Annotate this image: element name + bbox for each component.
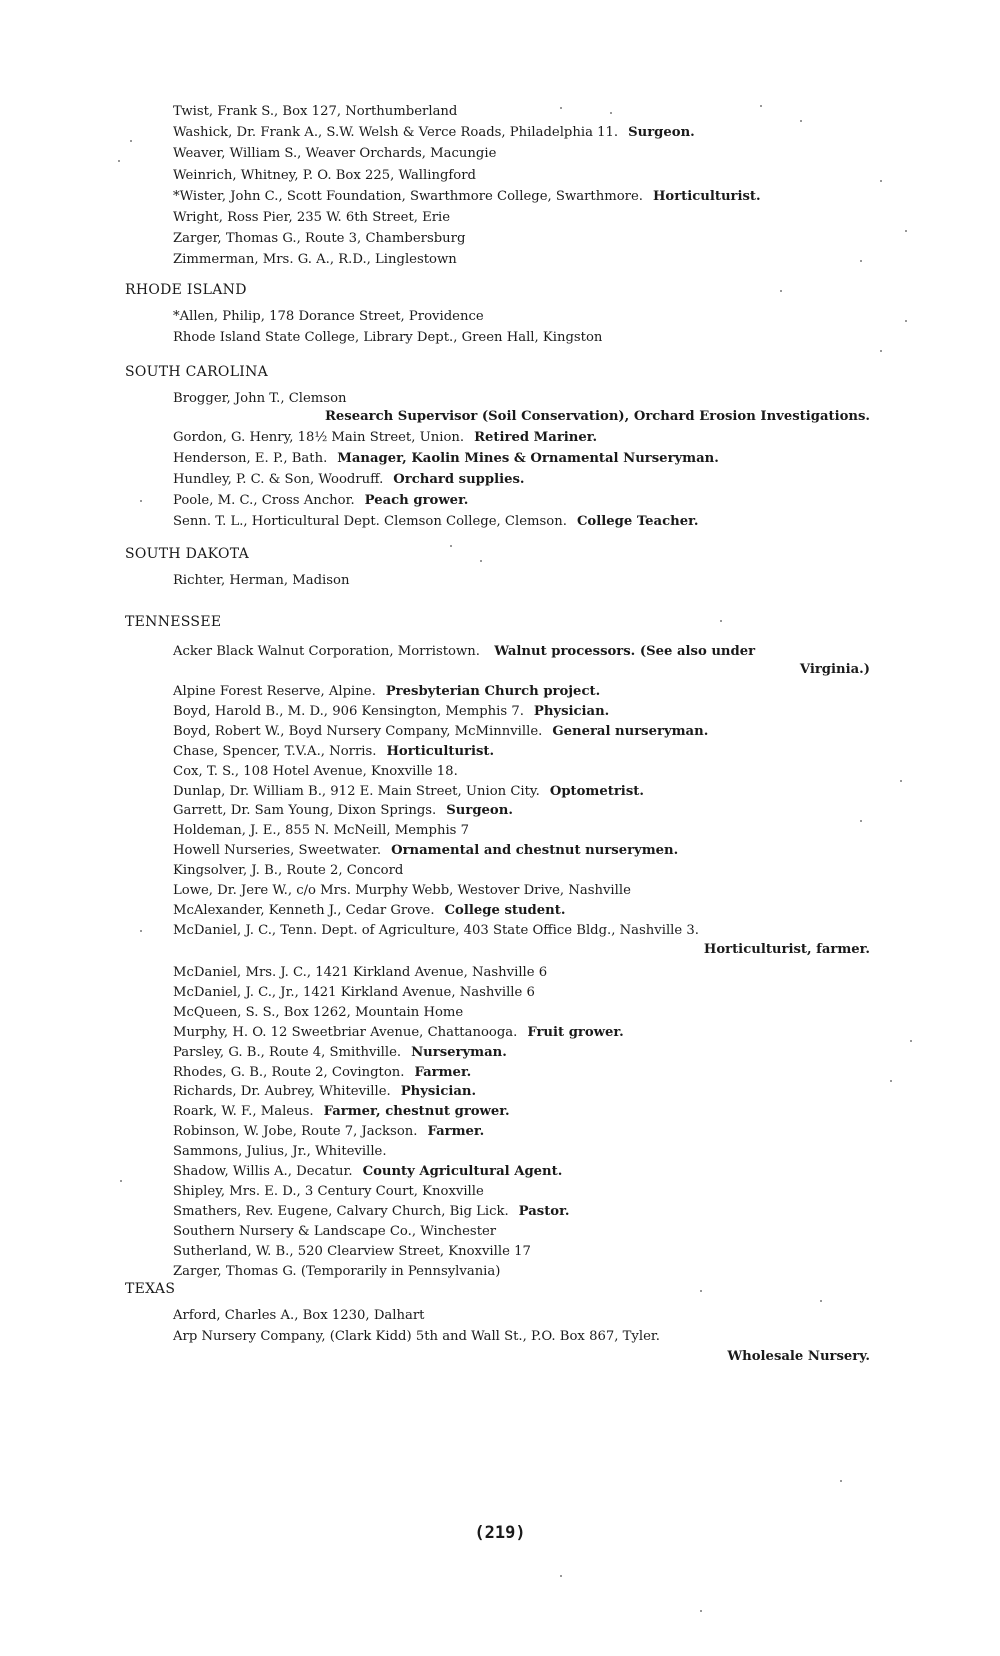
entry-text: Gordon, G. Henry, 18½ Main Street, Union. — [173, 430, 465, 445]
entry-text: *Allen, Philip, 178 Dorance Street, Providence — [173, 309, 484, 324]
entry-text: Alpine Forest Reserve, Alpine. — [173, 684, 376, 699]
directory-entry — [173, 251, 870, 269]
entry-text: Arp Nursery Company, (Clark Kidd) 5th and Wall St., P.O. Box 867, Tyler. — [173, 1329, 660, 1344]
directory-entry — [173, 471, 870, 489]
directory-entry-acker — [173, 643, 870, 661]
entry-text: Cox, T. S., 108 Hotel Avenue, Knoxville 18. — [173, 763, 458, 779]
speck — [720, 620, 722, 622]
speck — [700, 1610, 702, 1612]
entry-text: Sutherland, W. B., 520 Clearview Street, Knoxville 17 — [173, 1243, 531, 1259]
directory-entry — [173, 1044, 870, 1062]
directory-entry — [173, 1103, 870, 1121]
entry-text: *Wister, John C., Scott Foundation, Swarthmore College, Swarthmore. — [173, 188, 643, 204]
speck — [820, 1300, 822, 1302]
entry-text: Arford, Charles A., Box 1230, Dalhart — [173, 1308, 425, 1323]
entry-text: Richter, Herman, Madison — [173, 573, 350, 588]
speck — [118, 160, 120, 162]
entry-text: Garrett, Dr. Sam Young, Dixon Springs. — [173, 803, 437, 819]
state-heading-south-carolina: SOUTH CAROLINA — [125, 364, 269, 380]
speck — [890, 1080, 892, 1082]
speck — [840, 1480, 842, 1482]
directory-entry — [173, 723, 870, 741]
entry-text: Rhode Island State College, Library Dept., Green Hall, Kingston — [173, 330, 603, 345]
directory-entry — [173, 822, 870, 840]
entry-text: Weinrich, Whitney, P. O. Box 225, Wallingford — [173, 167, 476, 183]
entry-text: Parsley, G. B., Route 4, Smithville. — [173, 1044, 402, 1060]
speck — [900, 780, 902, 782]
entry-text: Chase, Spencer, T.V.A., Norris. — [173, 743, 377, 759]
state-heading-south-dakota: SOUTH DAKOTA — [125, 546, 250, 562]
entry-continuation-mcdaniel: Horticulturist, farmer. — [703, 942, 870, 957]
entry-continuation-acker: Virginia.) — [799, 662, 870, 677]
entry-text: McDaniel, Mrs. J. C., 1421 Kirkland Avenue, Nashville 6 — [173, 965, 548, 980]
directory-entry — [173, 450, 870, 468]
entry-occupation: Nurseryman. — [411, 1044, 507, 1060]
entry-text: Robinson, W. Jobe, Route 7, Jackson. — [173, 1124, 418, 1140]
entry-text: Shipley, Mrs. E. D., 3 Century Court, Knoxville — [173, 1183, 484, 1199]
speck — [905, 320, 907, 322]
speck — [560, 1575, 562, 1577]
entry-text: Washick, Dr. Frank A., S.W. Welsh & Verce Roads, Philadelphia 11. — [173, 125, 619, 141]
directory-entry — [173, 683, 870, 701]
directory-entry — [173, 1203, 870, 1221]
state-heading-texas: TEXAS — [125, 1281, 176, 1297]
directory-entry — [173, 167, 870, 185]
entry-text: Hundley, P. C. & Son, Woodruff. — [173, 472, 384, 487]
directory-entry — [173, 984, 870, 1002]
speck — [700, 1290, 702, 1292]
entry-occupation: Walnut processors. (See also under — [494, 644, 756, 659]
entry-occupation: Ornamental and chestnut nurserymen. — [391, 843, 679, 859]
entry-occupation: Peach grower. — [364, 493, 469, 508]
entry-text: Wright, Ross Pier, 235 W. 6th Street, Erie — [173, 210, 451, 225]
speck — [880, 350, 882, 352]
entry-occupation-brogger: Research Supervisor (Soil Conservation), Orchard Erosion Investigations. — [324, 409, 870, 424]
entry-text: McQueen, S. S., Box 1262, Mountain Home — [173, 1004, 464, 1020]
page-number: (219) — [474, 1523, 526, 1543]
directory-entry — [173, 802, 870, 820]
entry-text: Boyd, Robert W., Boyd Nursery Company, McMinnville. — [173, 723, 543, 739]
entry-text: Acker Black Walnut Corporation, Morristown. — [173, 644, 480, 659]
speck — [140, 930, 142, 932]
entry-text: Holdeman, J. E., 855 N. McNeill, Memphis 7 — [173, 823, 470, 839]
speck — [130, 140, 132, 142]
entry-text: Howell Nurseries, Sweetwater. — [173, 843, 382, 859]
entry-text: Roark, W. F., Maleus. — [173, 1104, 314, 1120]
speck — [880, 180, 882, 182]
directory-entry — [173, 1328, 870, 1346]
speck — [450, 545, 452, 547]
directory-entry — [173, 842, 870, 860]
directory-entry — [173, 964, 870, 982]
directory-entry — [173, 124, 870, 142]
entry-occupation: Physician. — [533, 703, 610, 719]
speck — [800, 120, 802, 122]
entry-text: Weaver, William S., Weaver Orchards, Macungie — [173, 146, 497, 162]
entry-occupation: Presbyterian Church project. — [385, 684, 601, 699]
entry-text: Boyd, Harold B., M. D., 906 Kensington, Memphis 7. — [173, 703, 524, 719]
entry-text: Zimmerman, Mrs. G. A., R.D., Linglestown — [173, 252, 457, 268]
entry-text: McDaniel, J. C., Jr., 1421 Kirkland Avenue, Nashville 6 — [173, 984, 535, 1000]
entry-text: Poole, M. C., Cross Anchor. — [173, 493, 355, 508]
directory-entry — [173, 308, 870, 326]
entry-occupation: Retired Mariner. — [474, 430, 598, 445]
directory-entry — [173, 1223, 870, 1241]
speck — [120, 1180, 122, 1182]
speck — [910, 1040, 912, 1042]
directory-entry — [173, 763, 870, 781]
directory-entry — [173, 1263, 870, 1281]
directory-entry — [173, 230, 870, 248]
speck — [760, 105, 762, 107]
speck — [480, 560, 482, 562]
entry-occupation: Manager, Kaolin Mines & Ornamental Nurseryman. — [337, 451, 719, 466]
entry-text: Smathers, Rev. Eugene, Calvary Church, Big Lick. — [173, 1203, 509, 1219]
directory-entry — [173, 1024, 870, 1042]
entry-occupation: General nurseryman. — [552, 723, 709, 739]
entry-occupation: Farmer. — [427, 1124, 485, 1140]
speck — [905, 230, 907, 232]
entry-text: Shadow, Willis A., Decatur. — [173, 1164, 353, 1179]
entry-text: Dunlap, Dr. William B., 912 E. Main Street, Union City. — [173, 783, 540, 799]
entry-text: Brogger, John T., Clemson — [173, 391, 347, 406]
directory-entry — [173, 513, 870, 531]
state-heading-tennessee: TENNESSEE — [125, 614, 222, 630]
directory-entry — [173, 329, 870, 347]
entry-text: Rhodes, G. B., Route 2, Covington. — [173, 1064, 405, 1080]
entry-text: Richards, Dr. Aubrey, Whiteville. — [173, 1084, 391, 1100]
entry-occupation: Physician. — [400, 1084, 477, 1100]
entry-occupation: College Teacher. — [576, 514, 699, 529]
speck — [780, 290, 782, 292]
directory-entry — [173, 145, 870, 163]
directory-entry — [173, 103, 870, 121]
directory-entry — [173, 188, 870, 206]
entry-text: Zarger, Thomas G. (Temporarily in Pennsylvania) — [173, 1263, 501, 1279]
entry-occupation: Farmer. — [414, 1064, 472, 1080]
entry-text: McAlexander, Kenneth J., Cedar Grove. — [173, 902, 435, 918]
directory-entry — [173, 572, 870, 590]
entry-occupation: College student. — [444, 902, 566, 918]
entry-text: Twist, Frank S., Box 127, Northumberland — [173, 104, 458, 119]
directory-entry — [173, 492, 870, 510]
directory-entry — [173, 1004, 870, 1022]
entry-occupation: Optometrist. — [549, 783, 644, 799]
directory-entry — [173, 209, 870, 227]
entry-text: Sammons, Julius, Jr., Whiteville. — [173, 1144, 387, 1160]
directory-entry — [173, 1064, 870, 1082]
directory-entry — [173, 743, 870, 761]
speck — [140, 500, 142, 502]
directory-entry — [173, 902, 870, 920]
entry-occupation: Surgeon. — [628, 125, 695, 141]
entry-text: Lowe, Dr. Jere W., c/o Mrs. Murphy Webb, Westover Drive, Nashville — [173, 883, 631, 898]
entry-text: Zarger, Thomas G., Route 3, Chambersburg — [173, 231, 466, 247]
directory-entry — [173, 783, 870, 801]
entry-text: McDaniel, J. C., Tenn. Dept. of Agriculture, 403 State Office Bldg., Nashville 3. — [173, 922, 699, 938]
entry-occupation: Fruit grower. — [527, 1024, 624, 1040]
entry-text: Murphy, H. O. 12 Sweetbriar Avenue, Chattanooga. — [173, 1024, 518, 1040]
directory-entry — [173, 1243, 870, 1261]
directory-entry — [173, 862, 870, 880]
speck — [560, 107, 562, 109]
entry-occupation: Horticulturist. — [652, 188, 761, 204]
directory-entry — [173, 1083, 870, 1101]
directory-entry — [173, 1163, 870, 1181]
entry-occupation: Pastor. — [518, 1203, 570, 1219]
directory-entry — [173, 703, 870, 721]
entry-text: Henderson, E. P., Bath. — [173, 451, 328, 466]
directory-entry — [173, 882, 870, 900]
speck — [860, 260, 862, 262]
entry-occupation: Horticulturist. — [386, 743, 495, 759]
state-heading-rhode-island: RHODE ISLAND — [125, 282, 247, 298]
directory-entry — [173, 1307, 870, 1325]
speck — [860, 820, 862, 822]
directory-entry — [173, 922, 870, 940]
speck — [610, 112, 612, 114]
entry-occupation: Farmer, chestnut grower. — [323, 1104, 510, 1120]
entry-continuation-arp: Wholesale Nursery. — [727, 1349, 870, 1364]
directory-entry — [173, 1143, 870, 1161]
directory-entry — [173, 1123, 870, 1141]
directory-entry — [173, 1183, 870, 1201]
entry-text: Southern Nursery & Landscape Co., Winchester — [173, 1223, 497, 1239]
directory-entry — [173, 429, 870, 447]
entry-occupation: Surgeon. — [446, 803, 513, 819]
entry-text: Kingsolver, J. B., Route 2, Concord — [173, 863, 404, 879]
entry-occupation: County Agricultural Agent. — [362, 1164, 563, 1179]
entry-occupation: Orchard supplies. — [393, 472, 525, 487]
directory-entry-brogger — [173, 390, 870, 408]
entry-text: Senn. T. L., Horticultural Dept. Clemson College, Clemson. — [173, 514, 567, 529]
